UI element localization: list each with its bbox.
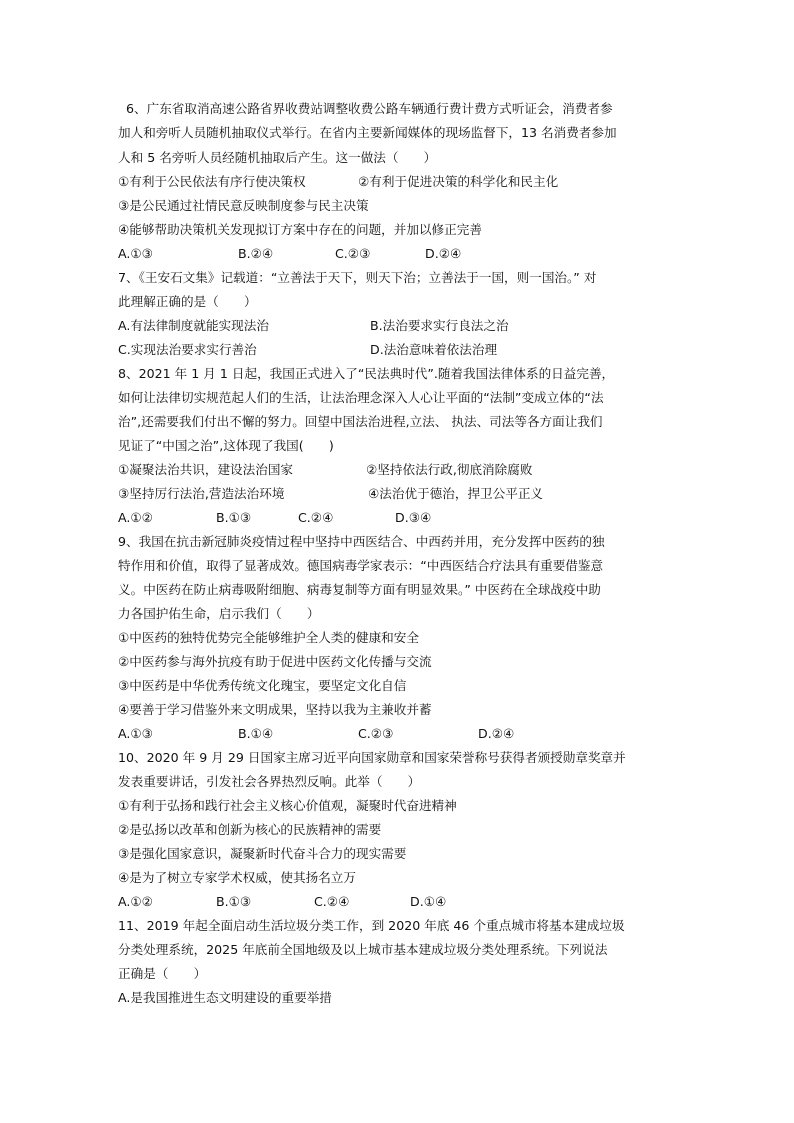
q8-stem-line-2: 如何让法律切实规范起人们的生活，让法治理念深入人心让平面的“法制”变成立体的“法	[118, 390, 604, 405]
q6-stem-line-3: 人和 5 名旁听人员经随机抽取后产生。这一做法（ ）	[118, 150, 437, 165]
q8-statement-4: ④法治优于德治，捍卫公平正义	[368, 486, 544, 501]
q8-options	[118, 510, 678, 526]
q7-option-c[interactable]: C.实现法治要求实行善治	[118, 342, 257, 357]
q9-statement-1: ①中医药的独特优势完全能够维护全人类的健康和安全	[118, 630, 419, 645]
q11-option-a[interactable]: A.是我国推进生态文明建设的重要举措	[118, 990, 332, 1005]
q7-options-row-1	[118, 318, 678, 334]
q9-option-c[interactable]: C.②③	[358, 726, 394, 741]
q9-statement-4: ④要善于学习借鉴外来文明成果，坚持以我为主兼收并蓄	[118, 702, 432, 717]
q9-option-a[interactable]: A.①③	[118, 726, 153, 741]
q6-statement-1: ①有利于公民依法有序行使决策权	[118, 174, 306, 189]
q9-option-b[interactable]: B.①④	[238, 726, 274, 741]
q6-statement-3: ③是公民通过社情民意反映制度参与民主决策	[118, 198, 369, 213]
q7-stem-line-1: 7、《王安石文集》记载道：“立善法于天下，则天下治；立善法于一国，则一国治。” 对	[118, 270, 597, 285]
q9-options	[118, 726, 678, 742]
q7-option-a[interactable]: A.有法律制度就能实现法治	[118, 318, 269, 333]
q8-stem-line-3: 治”,还需要我们付出不懈的努力。回望中国法治进程,立法、 执法、司法等各方面让我们	[118, 414, 603, 429]
q6-stem-line-1: 6、广东省取消高速公路省界收费站调整收费公路车辆通行费计费方式听证会，消费者参	[126, 101, 613, 116]
q9-statement-3: ③中医药是中华优秀传统文化瑰宝，要坚定文化自信	[118, 678, 407, 693]
q10-stem-line-1: 10、2020 年 9 月 29 日国家主席习近平向国家勋章和国家荣誉称号获得者颁授勋章奖章并	[118, 750, 626, 765]
q10-stem-line-2: 发表重要讲话，引发社会各界热烈反响。此举（ ）	[118, 774, 421, 789]
q7-options-row-2	[118, 342, 678, 358]
q10-options	[118, 894, 678, 910]
q10-option-b[interactable]: B.①③	[216, 894, 252, 909]
q6-option-c[interactable]: C.②③	[335, 246, 371, 261]
q8-statement-2: ②坚持依法行政,彻底消除腐败	[366, 462, 533, 477]
q10-option-c[interactable]: C.②④	[314, 894, 350, 909]
q7-stem-line-2: 此理解正确的是（ ）	[118, 294, 257, 309]
q8-option-b[interactable]: B.①③	[216, 510, 252, 525]
q8-statements-row-2	[118, 486, 678, 502]
q7-option-d[interactable]: D.法治意味着依法治理	[370, 342, 498, 357]
q10-statement-4: ④是为了树立专家学术权威，使其扬名立万	[118, 870, 356, 885]
q6-options	[118, 246, 678, 262]
q6-statement-2: ②有利于促进决策的科学化和民主化	[358, 174, 559, 189]
q9-stem-line-3: 义。中医药在防止病毒吸附细胞、病毒复制等方面有明显效果。” 中医药在全球战疫中助	[118, 582, 601, 597]
q10-statement-1: ①有利于弘扬和践行社会主义核心价值观，凝聚时代奋进精神	[118, 798, 457, 813]
q10-statement-2: ②是弘扬以改革和创新为核心的民族精神的需要	[118, 822, 382, 837]
q9-stem-line-4: 力各国护佑生命，启示我们（ ）	[118, 606, 320, 621]
q8-option-a[interactable]: A.①②	[118, 510, 153, 525]
q6-option-d[interactable]: D.②④	[425, 246, 462, 261]
q6-statement-4: ④能够帮助决策机关发现拟订方案中存在的问题，并加以修正完善	[118, 222, 482, 237]
q11-stem-line-1: 11、2019 年起全面启动生活垃圾分类工作，到 2020 年底 46 个重点城市将基本建成垃圾	[118, 918, 625, 933]
q8-option-d[interactable]: D.③④	[395, 510, 432, 525]
q8-statement-3: ③坚持厉行法治,营造法治环境	[118, 486, 285, 501]
q9-stem-line-2: 特作用和价值，取得了显著成效。德国病毒学家表示：“中西医结合疗法具有重要借鉴意	[118, 558, 604, 573]
q6-option-b[interactable]: B.②④	[238, 246, 274, 261]
q6-statements-row-1	[118, 174, 678, 190]
q10-statement-3: ③是强化国家意识，凝聚新时代奋斗合力的现实需要	[118, 846, 407, 861]
q11-stem-line-2: 分类处理系统，2025 年底前全国地级及以上城市基本建成垃圾分类处理系统。下列说法	[118, 942, 608, 957]
q9-option-d[interactable]: D.②④	[478, 726, 515, 741]
q7-option-b[interactable]: B.法治要求实行良法之治	[370, 318, 509, 333]
q6-option-a[interactable]: A.①③	[118, 246, 153, 261]
q8-statement-1: ①凝聚法治共识，建设法治国家	[118, 462, 294, 477]
q10-option-d[interactable]: D.①④	[410, 894, 447, 909]
q8-stem-line-1: 8、2021 年 1 月 1 日起，我国正式进入了“民法典时代”.随着我国法律体系的日益完善，	[118, 366, 615, 381]
q11-stem-line-3: 正确是（ ）	[118, 966, 207, 981]
q8-option-c[interactable]: C.②④	[298, 510, 334, 525]
q10-option-a[interactable]: A.①②	[118, 894, 153, 909]
q9-stem-line-1: 9、我国在抗击新冠肺炎疫情过程中坚持中西医结合、中西药并用，充分发挥中医药的独	[118, 534, 605, 549]
q9-statement-2: ②中医药参与海外抗疫有助于促进中医药文化传播与交流	[118, 654, 432, 669]
q8-stem-line-4: 见证了“中国之治”,这体现了我国( )	[118, 438, 334, 453]
q8-statements-row-1	[118, 462, 678, 478]
q6-stem-line-2: 加人和旁听人员随机抽取仪式举行。在省内主要新闻媒体的现场监督下，13 名消费者参加	[118, 125, 617, 140]
